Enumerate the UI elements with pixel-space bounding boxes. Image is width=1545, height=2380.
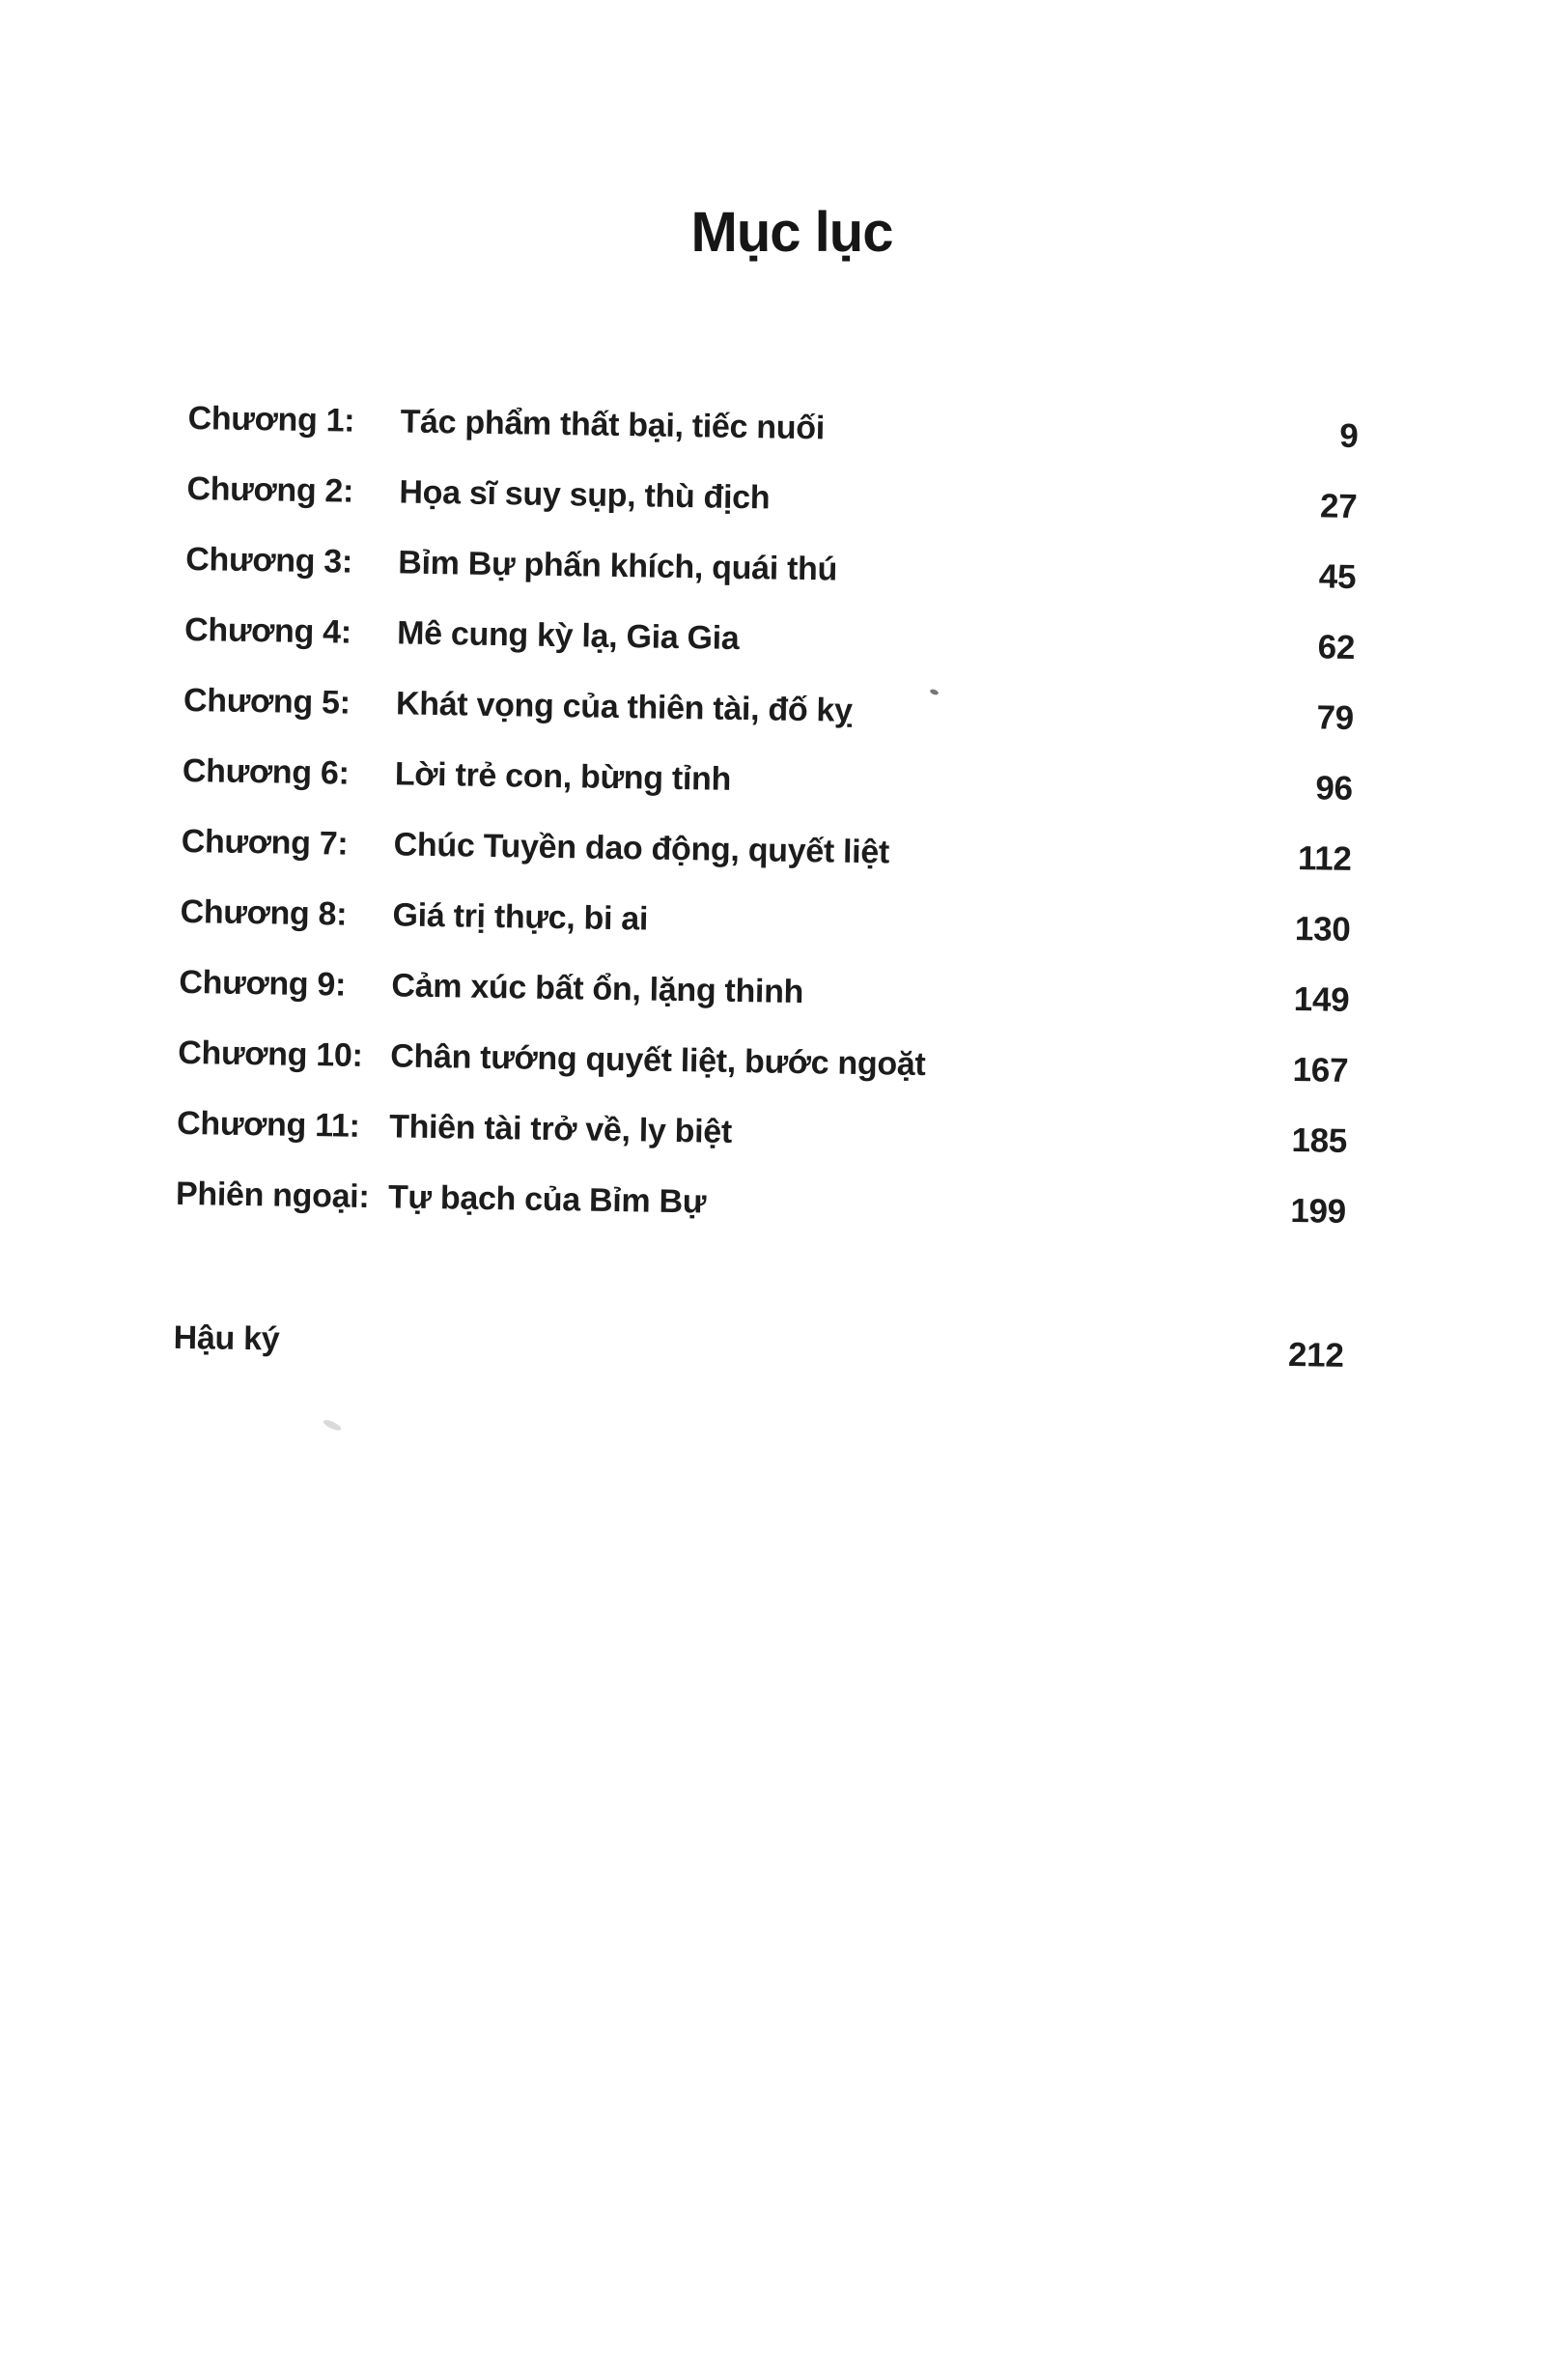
chapter-label: Chương 6: <box>182 751 350 792</box>
chapter-title: Thiên tài trở về, ly biệt <box>388 1108 733 1150</box>
chapter-page-number: 27 <box>1319 487 1358 526</box>
chapter-page-number: 112 <box>1297 839 1352 878</box>
chapter-label: Chương 4: <box>183 610 352 651</box>
chapter-page-number: 79 <box>1316 698 1355 737</box>
chapter-title: Chân tướng quyết liệt, bước ngoặt <box>389 1037 926 1084</box>
chapter-label: Chương 1: <box>187 399 355 439</box>
chapter-title: Giá trị thực, bi ai <box>392 896 649 938</box>
chapter-label: Chương 3: <box>185 540 353 581</box>
chapter-title: Tự bạch của Bỉm Bự <box>387 1178 707 1221</box>
chapter-label: Chương 10: <box>178 1034 363 1074</box>
chapter-label: Chương 5: <box>183 681 351 722</box>
chapter-label: Chương 11: <box>176 1104 360 1145</box>
chapter-page-number: 9 <box>1339 416 1359 456</box>
chapter-title: Tác phẩm thất bại, tiếc nuối <box>400 403 826 447</box>
table-of-contents <box>173 396 1359 1378</box>
chapter-page-number: 199 <box>1290 1192 1347 1231</box>
toc-list <box>175 396 1359 1261</box>
chapter-title: Lời trẻ con, bừng tỉnh <box>394 755 732 798</box>
chapter-title: Chúc Tuyền dao động, quyết liệt <box>393 826 890 871</box>
chapter-page-number: 45 <box>1318 557 1357 597</box>
page-title: Mục lục <box>690 200 893 264</box>
chapter-page-number: 96 <box>1315 769 1354 808</box>
afterword-page-number: 212 <box>1287 1336 1344 1374</box>
chapter-page-number: 149 <box>1293 980 1350 1019</box>
chapter-page-number: 167 <box>1292 1051 1349 1090</box>
chapter-label: Chương 9: <box>179 963 347 1004</box>
chapter-title: Bỉm Bự phấn khích, quái thú <box>398 544 838 588</box>
chapter-label: Chương 2: <box>186 469 354 510</box>
chapter-label: Chương 7: <box>181 822 349 863</box>
chapter-title: Cảm xúc bất ổn, lặng thinh <box>391 967 804 1011</box>
chapter-label: Chương 8: <box>180 892 348 933</box>
chapter-label: Phiên ngoại: <box>175 1175 370 1216</box>
chapter-page-number: 62 <box>1317 628 1356 667</box>
scan-artifact-smudge <box>322 1418 342 1432</box>
chapter-title: Khát vọng của thiên tài, đố kỵ <box>395 685 853 729</box>
chapter-title: Họa sĩ suy sụp, thù địch <box>399 473 771 517</box>
afterword-label: Hậu ký <box>173 1318 280 1358</box>
toc-row-afterword <box>173 1316 1344 1378</box>
chapter-page-number: 185 <box>1291 1121 1348 1160</box>
chapter-page-number: 130 <box>1294 910 1351 949</box>
chapter-title: Mê cung kỳ lạ, Gia Gia <box>396 614 740 657</box>
